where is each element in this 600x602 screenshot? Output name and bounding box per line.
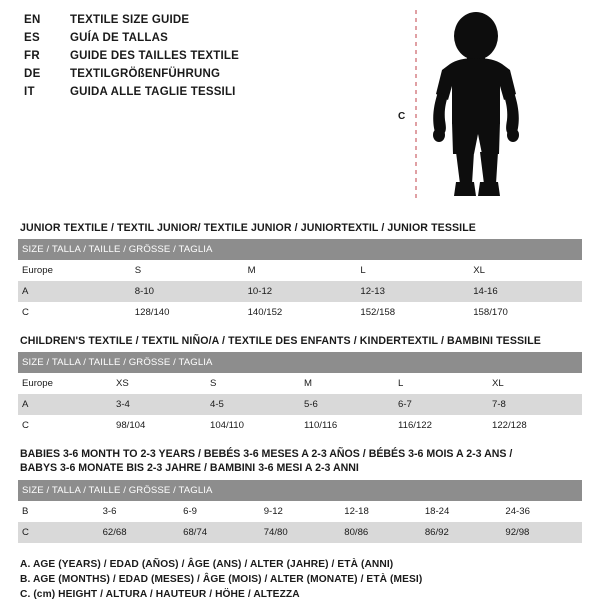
cell: 10-12 (244, 281, 357, 302)
row-label: A (18, 281, 131, 302)
row-label: C (18, 415, 112, 436)
cell: 68/74 (179, 522, 260, 543)
cell: 104/110 (206, 415, 300, 436)
babies-size-table (18, 480, 582, 543)
cell: XL (469, 260, 582, 281)
cell: 128/140 (131, 302, 244, 323)
cell: 6-7 (394, 394, 488, 415)
table-row (18, 394, 582, 415)
child-silhouette-icon (398, 8, 578, 203)
cell: L (356, 260, 469, 281)
cell: 4-5 (206, 394, 300, 415)
language-title: GUÍA DE TALLAS (70, 32, 168, 44)
legend-line-a: A. AGE (YEARS) / EDAD (AÑOS) / ÂGE (ANS) / ALTER (JAHRE) / ETÀ (ANNI) (20, 559, 394, 570)
junior-size-table (18, 239, 582, 323)
cell: S (131, 260, 244, 281)
silhouette-shape (433, 12, 519, 196)
cell: 74/80 (260, 522, 341, 543)
language-code: IT (24, 86, 35, 98)
table-row (18, 415, 582, 436)
size-header-label: SIZE / TALLA / TAILLE / GRÖSSE / TAGLIA (18, 480, 582, 501)
cell: 140/152 (244, 302, 357, 323)
cell: L (394, 373, 488, 394)
language-code: ES (24, 32, 40, 44)
cell: M (244, 260, 357, 281)
cell: 158/170 (469, 302, 582, 323)
junior-section (18, 222, 582, 323)
cell: 8-10 (131, 281, 244, 302)
cell: 3-4 (112, 394, 206, 415)
cell: 12-13 (356, 281, 469, 302)
table-row (18, 281, 582, 302)
children-section (18, 335, 582, 436)
legend-line-b: B. AGE (MONTHS) / EDAD (MESES) / ÂGE (MOIS) / ALTER (MONATE) / ETÀ (MESI) (20, 574, 423, 585)
language-title: GUIDE DES TAILLES TEXTILE (70, 50, 239, 62)
table-header-row (18, 239, 582, 260)
language-code: DE (24, 68, 41, 80)
child-figure-area (398, 8, 578, 203)
cell: 116/122 (394, 415, 488, 436)
cell: S (206, 373, 300, 394)
table-header-row (18, 352, 582, 373)
cell: XS (112, 373, 206, 394)
row-label: B (18, 501, 99, 522)
table-row (18, 522, 582, 543)
row-label: Europe (18, 260, 131, 281)
cell: 92/98 (501, 522, 582, 543)
language-code: EN (24, 14, 41, 26)
language-code: FR (24, 50, 40, 62)
cell: 6-9 (179, 501, 260, 522)
babies-title-line-2: BABYS 3-6 MONATE BIS 2-3 JAHRE / BAMBINI 3-6 MESI A 2-3 ANNI (20, 461, 359, 474)
cell: 12-18 (340, 501, 421, 522)
cell: 152/158 (356, 302, 469, 323)
size-header-label: SIZE / TALLA / TAILLE / GRÖSSE / TAGLIA (18, 239, 582, 260)
legend-line-c: C. (cm) HEIGHT / ALTURA / HAUTEUR / HÖHE / ALTEZZA (20, 589, 300, 600)
table-row (18, 260, 582, 281)
cell: XL (488, 373, 582, 394)
row-label: C (18, 522, 99, 543)
babies-title-line-1: BABIES 3-6 MONTH TO 2-3 YEARS / BEBÉS 3-6 MESES A 2-3 AÑOS / BÉBÉS 3-6 MOIS A 2-3 ANS / (20, 448, 513, 460)
row-label: Europe (18, 373, 112, 394)
size-header-label: SIZE / TALLA / TAILLE / GRÖSSE / TAGLIA (18, 352, 582, 373)
legend-block (20, 557, 582, 602)
language-title: TEXTILE SIZE GUIDE (70, 14, 190, 26)
children-size-table (18, 352, 582, 436)
cell: 24-36 (501, 501, 582, 522)
babies-section-title (20, 448, 582, 475)
language-title: GUIDA ALLE TAGLIE TESSILI (70, 86, 236, 98)
cell: 14-16 (469, 281, 582, 302)
table-row (18, 302, 582, 323)
cell: 62/68 (99, 522, 180, 543)
cell: 5-6 (300, 394, 394, 415)
cell: M (300, 373, 394, 394)
cell: 9-12 (260, 501, 341, 522)
row-label: A (18, 394, 112, 415)
table-row (18, 501, 582, 522)
cell: 18-24 (421, 501, 502, 522)
children-section-title: CHILDREN'S TEXTILE / TEXTIL NIÑO/A / TEXTILE DES ENFANTS / KINDERTEXTIL / BAMBINI TESSILE (20, 335, 541, 347)
table-header-row (18, 480, 582, 501)
row-label: C (18, 302, 131, 323)
babies-section (18, 448, 582, 543)
cell: 98/104 (112, 415, 206, 436)
cell: 7-8 (488, 394, 582, 415)
cell: 86/92 (421, 522, 502, 543)
cell: 110/116 (300, 415, 394, 436)
cell: 80/86 (340, 522, 421, 543)
table-row (18, 373, 582, 394)
height-marker-label: C (398, 111, 406, 122)
junior-section-title: JUNIOR TEXTILE / TEXTIL JUNIOR/ TEXTILE JUNIOR / JUNIORTEXTIL / JUNIOR TESSILE (20, 222, 476, 234)
language-title: TEXTILGRÖßENFÜHRUNG (70, 68, 221, 80)
cell: 122/128 (488, 415, 582, 436)
cell: 3-6 (99, 501, 180, 522)
